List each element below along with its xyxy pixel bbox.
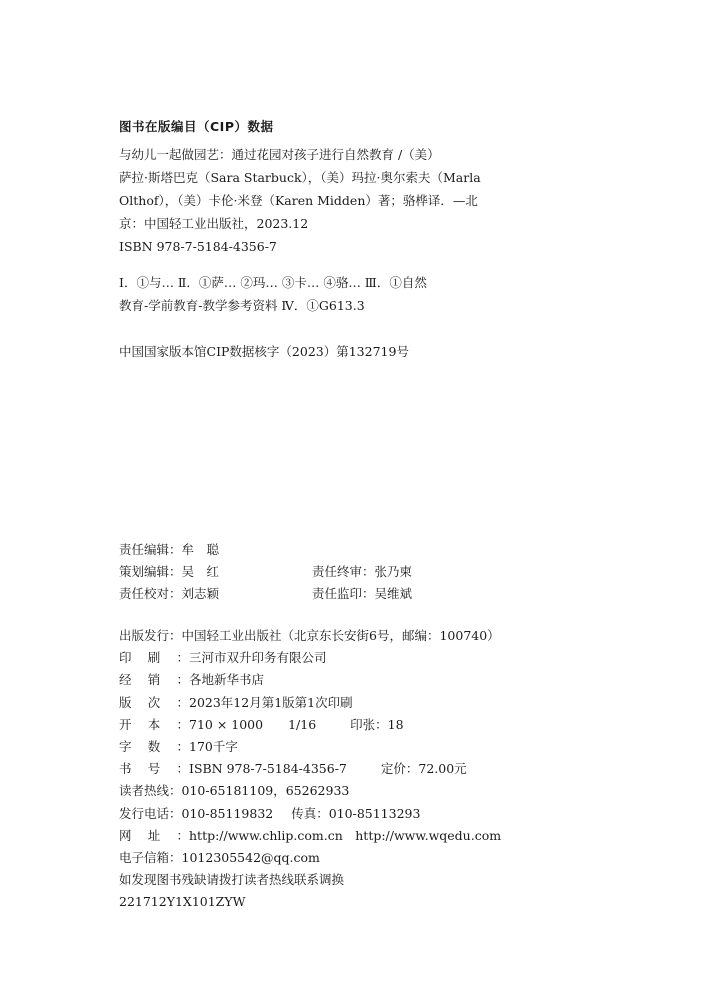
- phone-value: 010-85119832: [181, 805, 274, 821]
- info-row-distributor: [119, 669, 501, 691]
- print-supervisor: 责任监印：吴维斌: [312, 586, 413, 601]
- price-value: 定价：72.00元: [380, 761, 467, 777]
- notice-line: 如发现图书残缺请拨打读者热线联系调换: [119, 872, 345, 888]
- sheets-value: 印张：18: [350, 716, 404, 732]
- email-value: 1012305542@qq.com: [181, 849, 320, 865]
- distributor-label: 经销：: [119, 672, 189, 688]
- distributor-value: 各地新华书店: [189, 672, 265, 688]
- cip-line: 萨拉·斯塔巴克（Sara Starbuck），（美）玛拉·奥尔索夫（Marla: [119, 170, 481, 185]
- staff-row: [119, 539, 219, 561]
- printer-label: 印刷：: [119, 650, 189, 666]
- staff-block: [119, 539, 413, 605]
- format-label: 开本：: [119, 716, 189, 732]
- isbn-value: ISBN 978-7-5184-4356-7: [189, 761, 347, 777]
- final-reviewer: 责任终审：张乃柬: [312, 564, 413, 579]
- print-code: 221712Y1X101ZYW: [119, 894, 246, 910]
- info-row-words: [119, 736, 501, 758]
- cip-isbn: ISBN 978-7-5184-4356-7: [119, 239, 277, 254]
- words-value: 170千字: [189, 738, 238, 754]
- info-row-printer: [119, 647, 501, 669]
- publication-info: [119, 625, 501, 913]
- info-row-email: [119, 847, 501, 869]
- website-label: 网址：: [119, 827, 189, 843]
- publisher-label: 出版发行：: [119, 628, 182, 643]
- email-label: 电子信箱：: [119, 849, 182, 865]
- cip-line: 与幼儿一起做园艺：通过花园对孩子进行自然教育 /（美）: [119, 147, 440, 162]
- planning-editor: 策划编辑：吴 红: [119, 564, 220, 579]
- cip-line: 京：中国轻工业出版社，2023.12: [119, 216, 309, 231]
- fax-value: 传真：010-85113293: [291, 805, 421, 821]
- printer-value: 三河市双升印务有限公司: [189, 650, 327, 666]
- phone-label: 发行电话：: [119, 805, 182, 821]
- info-row-format: [119, 714, 501, 736]
- responsible-editor: 责任编辑：牟 聪: [119, 542, 220, 557]
- format-value: 710 × 1000 1/16: [189, 716, 317, 732]
- info-row-publisher: [119, 625, 501, 647]
- info-row-website: [119, 825, 501, 847]
- info-row-isbn: [119, 758, 501, 780]
- cip-line: Olthof），（美）卡伦·米登（Karen Midden）著；骆桦译．—北: [119, 193, 478, 208]
- info-row-phone: [119, 803, 501, 825]
- cip-classification: Ⅰ．①与… Ⅱ．①萨… ②玛… ③卡… ④骆… Ⅲ．①自然: [119, 275, 427, 290]
- cip-block: [119, 143, 481, 317]
- cip-number: 中国国家版本馆CIP数据核字（2023）第132719号: [119, 344, 409, 359]
- info-row-hotline: [119, 780, 501, 802]
- staff-row: [119, 561, 413, 583]
- isbn-label: 书号：: [119, 761, 189, 777]
- info-row-edition: [119, 692, 501, 714]
- words-label: 字数：: [119, 738, 189, 754]
- edition-value: 2023年12月第1版第1次印刷: [189, 694, 353, 710]
- staff-row: [119, 583, 413, 605]
- hotline-label: 读者热线：: [119, 783, 182, 799]
- cip-classification: 教育-学前教育-教学参考资料 Ⅳ．①G613.3: [119, 298, 365, 313]
- proofreader: 责任校对：刘志颖: [119, 586, 220, 601]
- website-value: http://www.chlip.com.cn http://www.wqedu.com: [189, 827, 502, 843]
- edition-label: 版次：: [119, 694, 189, 710]
- hotline-value: 010-65181109，65262933: [181, 783, 350, 799]
- cip-heading: 图书在版编目（CIP）数据: [119, 119, 274, 134]
- publisher-value: 中国轻工业出版社（北京东长安街6号，邮编：100740）: [181, 628, 500, 643]
